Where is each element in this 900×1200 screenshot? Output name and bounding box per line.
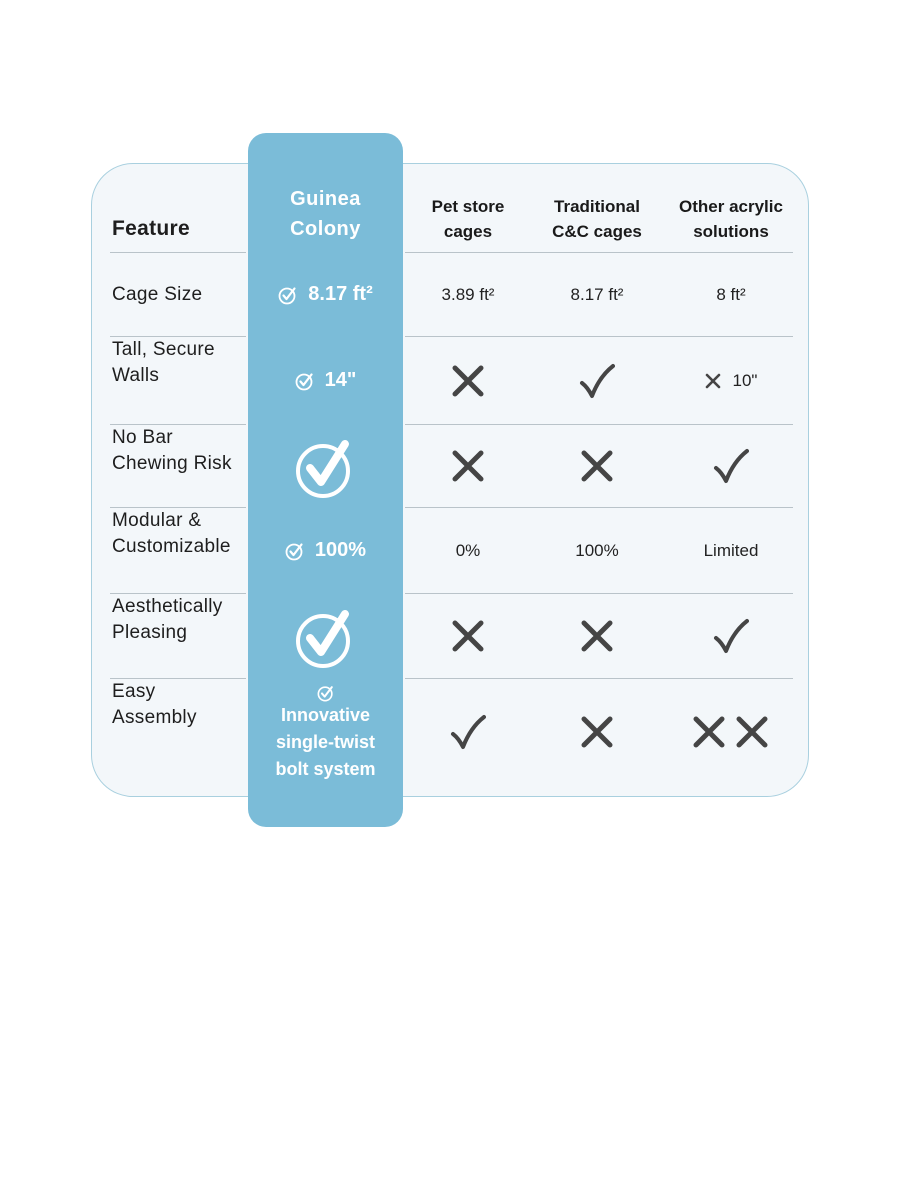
cross-icon <box>451 449 485 483</box>
traditional-column-header: Traditional C&C cages <box>552 197 642 241</box>
traditional-value <box>531 425 663 507</box>
other-acrylic-value: 10" <box>663 337 799 424</box>
guinea-colony-value: 8.17 ft² <box>248 253 403 336</box>
guinea-colony-value <box>248 425 403 507</box>
guinea-colony-column-header: Guinea Colony <box>290 188 361 240</box>
cross-icon <box>580 449 614 483</box>
pet-store-value: 3.89 ft² <box>441 284 495 304</box>
pet-store-value <box>405 337 531 424</box>
small-check-circle-icon <box>317 684 335 702</box>
other-acrylic-value <box>663 594 799 678</box>
pet-store-value <box>405 679 531 785</box>
other-acrylic-column-header: Other acrylic solutions <box>679 197 783 241</box>
traditional-value: 8.17 ft² <box>570 284 624 304</box>
large-check-circle-icon <box>296 434 356 498</box>
feature-label: Easy Assembly <box>112 681 197 728</box>
guinea-colony-value <box>248 594 403 678</box>
pet-store-value: 0% <box>455 540 481 560</box>
guinea-colony-value: 14" <box>248 337 403 424</box>
cross-icon <box>580 715 614 749</box>
feature-label: Modular & Customizable <box>112 510 231 557</box>
feature-label: Cage Size <box>112 283 203 305</box>
small-check-circle-icon <box>278 285 298 305</box>
other-acrylic-value <box>663 679 799 785</box>
small-check-circle-icon <box>285 541 305 561</box>
feature-label: No Bar Chewing Risk <box>112 427 232 474</box>
traditional-value <box>531 679 663 785</box>
pet-store-value <box>405 594 531 678</box>
feature-column-header: Feature <box>112 217 190 240</box>
guinea-colony-value: 100% <box>248 508 403 593</box>
small-check-circle-icon <box>295 371 315 391</box>
check-icon <box>579 363 615 399</box>
cross-icon <box>451 619 485 653</box>
check-icon <box>713 618 749 654</box>
pet-store-value <box>405 425 531 507</box>
cross-icon <box>580 619 614 653</box>
guinea-colony-value: Innovative single-twist bolt system <box>248 683 403 783</box>
double-cross-icon <box>692 715 770 749</box>
check-icon <box>713 448 749 484</box>
small-cross-icon <box>705 373 721 389</box>
check-icon <box>450 714 486 750</box>
feature-label: Tall, Secure Walls <box>112 339 215 386</box>
other-acrylic-value: 8 ft² <box>716 284 746 304</box>
pet-store-column-header: Pet store cages <box>431 197 505 241</box>
traditional-value <box>531 337 663 424</box>
cross-icon <box>451 364 485 398</box>
traditional-value: 100% <box>575 540 619 560</box>
other-acrylic-value <box>663 425 799 507</box>
traditional-value <box>531 594 663 678</box>
feature-label: Aesthetically Pleasing <box>112 596 223 643</box>
other-acrylic-value: Limited <box>703 540 759 560</box>
large-check-circle-icon <box>296 604 356 668</box>
